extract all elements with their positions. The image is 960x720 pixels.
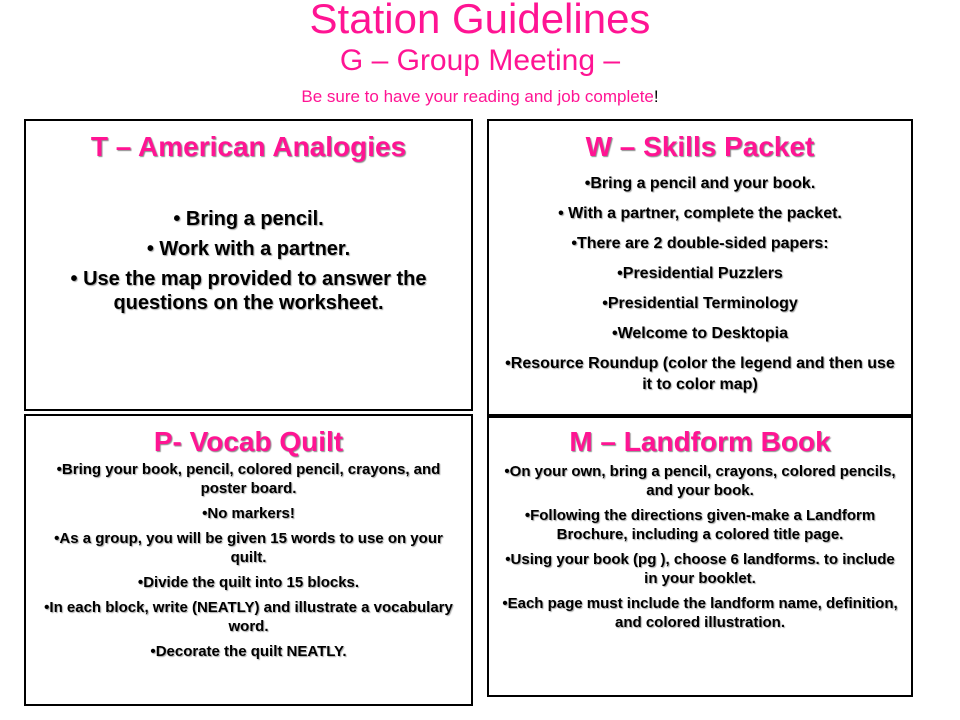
station-m-title: M – Landform Book bbox=[569, 426, 831, 457]
station-p-list bbox=[26, 460, 471, 661]
list-item: • With a partner, complete the packet. bbox=[501, 203, 899, 224]
header-note-text: Be sure to have your reading and job complete bbox=[301, 87, 654, 106]
station-p-title: P- Vocab Quilt bbox=[153, 426, 344, 457]
list-item: • Divide the quilt into 15 blocks. bbox=[38, 573, 459, 592]
list-item: • Work with a partner. bbox=[38, 237, 459, 261]
page-subtitle: G – Group Meeting – bbox=[339, 44, 621, 77]
station-w-list bbox=[489, 173, 911, 395]
header-note-exclamation: ! bbox=[653, 87, 659, 106]
list-item: • In each block, write (NEATLY) and illustrate a vocabulary word. bbox=[38, 598, 459, 636]
list-item: • Resource Roundup (color the legend and then use it to color map) bbox=[501, 353, 899, 395]
page-title: Station Guidelines bbox=[309, 0, 651, 42]
station-p-box bbox=[24, 414, 473, 706]
list-item: • Bring your book, pencil, colored pencil, crayons, and poster board. bbox=[38, 460, 459, 498]
list-item: • Bring a pencil and your book. bbox=[501, 173, 899, 194]
list-item: • As a group, you will be given 15 words to use on your quilt. bbox=[38, 529, 459, 567]
list-item: • Presidential Puzzlers bbox=[501, 263, 899, 284]
station-w-title: W – Skills Packet bbox=[585, 131, 815, 162]
list-item: • Using your book (pg ), choose 6 landforms. to include in your booklet. bbox=[501, 550, 899, 588]
list-item: • Welcome to Desktopia bbox=[501, 323, 899, 344]
station-t-box bbox=[24, 119, 473, 411]
list-item: • Presidential Terminology bbox=[501, 293, 899, 314]
station-t-title: T – American Analogies bbox=[90, 131, 407, 162]
header-note bbox=[0, 87, 960, 107]
station-m-box bbox=[487, 416, 913, 697]
list-item: • No markers! bbox=[38, 504, 459, 523]
station-t-list bbox=[26, 207, 471, 315]
station-w-box bbox=[487, 119, 913, 416]
list-item: • Each page must include the landform name, definition, and colored illustration. bbox=[501, 594, 899, 632]
list-item: • Use the map provided to answer the questions on the worksheet. bbox=[38, 267, 459, 315]
list-item: • Decorate the quilt NEATLY. bbox=[38, 642, 459, 661]
station-m-list bbox=[489, 462, 911, 632]
list-item: • There are 2 double-sided papers: bbox=[501, 233, 899, 254]
list-item: • On your own, bring a pencil, crayons, colored pencils, and your book. bbox=[501, 462, 899, 500]
list-item: • Following the directions given-make a Landform Brochure, including a colored title page. bbox=[501, 506, 899, 544]
list-item: • Bring a pencil. bbox=[38, 207, 459, 231]
